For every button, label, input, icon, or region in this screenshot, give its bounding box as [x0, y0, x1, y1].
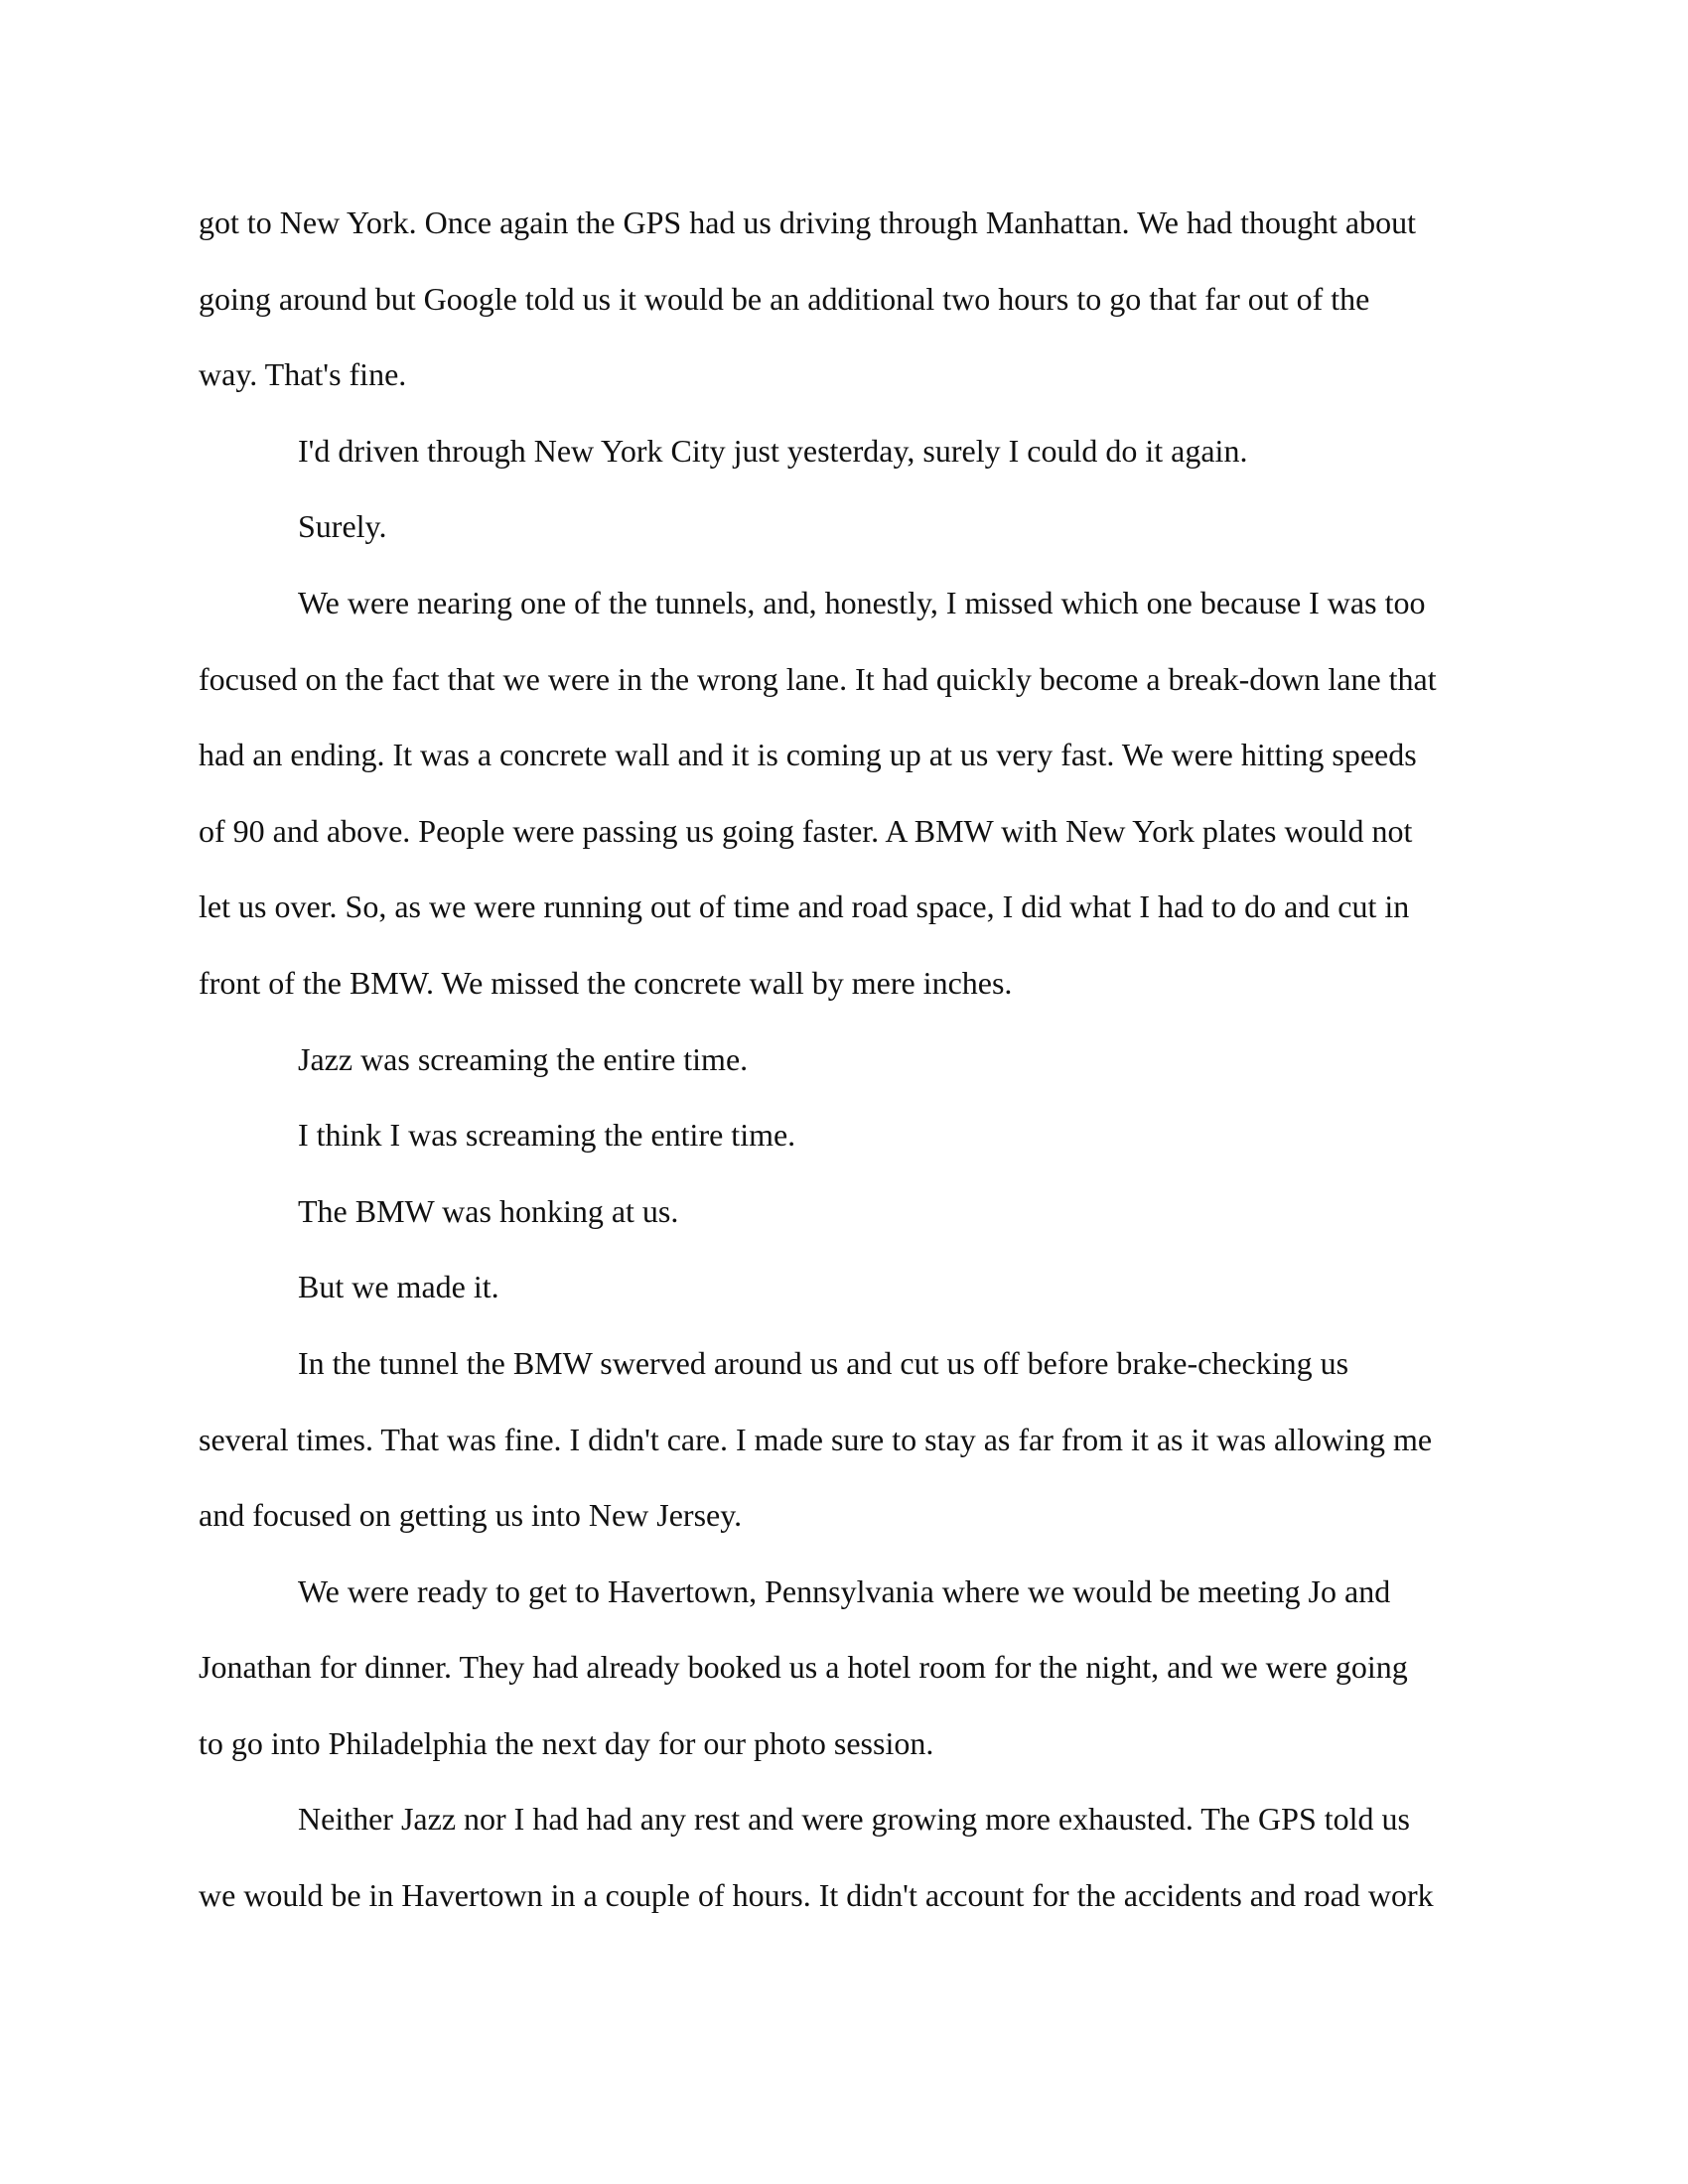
paragraph: [199, 1325, 1499, 1554]
text-line: We were ready to get to Havertown, Pennsylvania where we would be meeting Jo and: [298, 1572, 1391, 1609]
text-line: going around but Google told us it would be an additional two hours to go that far out of the: [199, 280, 1370, 317]
text-line: several times. That was fine. I didn't care. I made sure to stay as far from it as it was allowing me: [199, 1421, 1433, 1457]
text-line: I think I was screaming the entire time.: [298, 1117, 796, 1154]
text-line: way. That's fine.: [199, 356, 407, 393]
text-line: Neither Jazz nor I had had any rest and were growing more exhausted. The GPS told us: [298, 1801, 1410, 1838]
paragraph: [199, 185, 1499, 413]
text-line: had an ending. It was a concrete wall and it is coming up at us very fast. We were hitting speeds: [199, 737, 1417, 773]
paragraph: [199, 1781, 1499, 1933]
text-line: focused on the fact that we were in the wrong lane. It had quickly become a break-down lane that: [199, 660, 1437, 697]
paragraph: [199, 488, 1499, 565]
text-line: let us over. So, as we were running out of time and road space, I did what I had to do and cut in: [199, 888, 1410, 925]
paragraph: [199, 1173, 1499, 1250]
text-line: we would be in Havertown in a couple of hours. It didn't account for the accidents and road work: [199, 1877, 1434, 1914]
text-line: Jazz was screaming the entire time.: [298, 1040, 749, 1077]
body-text: [199, 185, 1499, 1934]
paragraph: [199, 1097, 1499, 1173]
text-line: I'd driven through New York City just yesterday, surely I could do it again.: [298, 432, 1248, 469]
paragraph: [199, 1249, 1499, 1325]
paragraph: [199, 413, 1499, 489]
text-line: to go into Philadelphia the next day for our photo session.: [199, 1724, 934, 1761]
paragraph: [199, 1022, 1499, 1098]
text-line: We were nearing one of the tunnels, and, honestly, I missed which one because I was too: [298, 584, 1426, 620]
paragraph: [199, 1554, 1499, 1782]
text-line: Surely.: [298, 508, 387, 545]
text-line: Jonathan for dinner. They had already booked us a hotel room for the night, and we were going: [199, 1649, 1408, 1686]
text-line: and focused on getting us into New Jersey.: [199, 1497, 743, 1534]
text-line: of 90 and above. People were passing us going faster. A BMW with New York plates would not: [199, 812, 1413, 849]
paragraph: [199, 565, 1499, 1022]
text-line: But we made it.: [298, 1269, 499, 1305]
text-line: got to New York. Once again the GPS had us driving through Manhattan. We had thought about: [199, 205, 1417, 240]
text-line: The BMW was honking at us.: [298, 1192, 679, 1229]
text-line: In the tunnel the BMW swerved around us and cut us off before brake-checking us: [298, 1344, 1349, 1381]
text-line: front of the BMW. We missed the concrete wall by mere inches.: [199, 964, 1013, 1001]
